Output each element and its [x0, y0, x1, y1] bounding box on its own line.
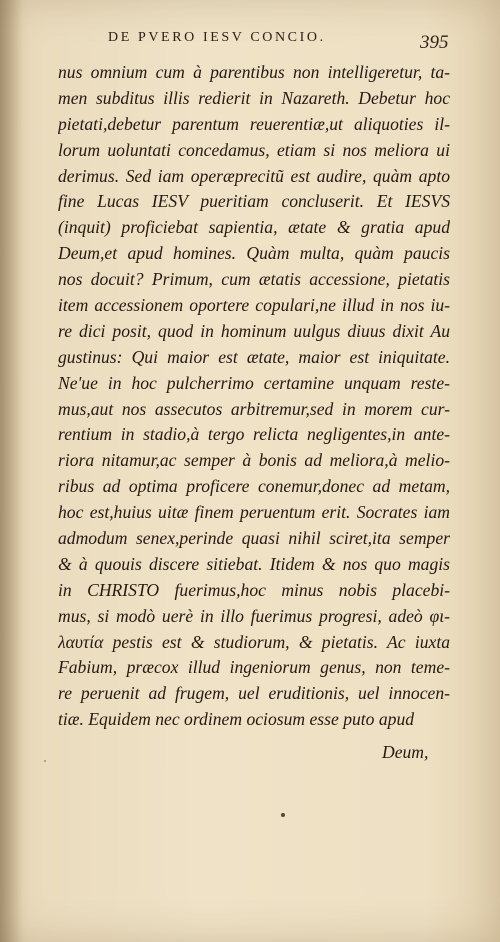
- text-line: & à quouis discere sitiebat. Itidem & nos quo magis: [58, 553, 450, 574]
- text-line: re peruenit ad frugem, uel eruditionis, uel innocen-: [58, 683, 450, 704]
- running-head: DE PVERO IESV CONCIO.: [108, 30, 326, 45]
- text-line: ribus ad optima proficere conemur,donec ad metam,: [58, 476, 450, 497]
- page-number: 395: [420, 32, 449, 53]
- text-line: gustinus: Qui maior est ætate, maior est iniquitate.: [58, 346, 450, 367]
- text-line: Fabium, præcox illud ingeniorum genus, non teme-: [58, 657, 450, 678]
- text-line: (inquit) proficiebat sapientia, ætate & gratia apud: [58, 217, 450, 238]
- text-line: λαυτία pestis est & studiorum, & pietatis. Ac iuxta: [58, 631, 450, 652]
- text-line: pietati,debetur parentum reuerentiæ,ut aliquoties il-: [58, 113, 450, 134]
- text-line: nos docuit? Primum, cum ætatis accessione, pietatis: [58, 269, 450, 290]
- text-line: riora nitamur,ac semper à bonis ad meliora,à melio-: [58, 450, 450, 471]
- text-line: Deum,et apud homines. Quàm multa, quàm paucis: [58, 243, 450, 264]
- body-text: [58, 60, 450, 733]
- text-line: Ne'ue in hoc pulcherrimo certamine unquam reste-: [58, 372, 450, 393]
- text-line: men subditus illis redierit in Nazareth. Debetur hoc: [58, 87, 450, 108]
- paper-speck: [281, 813, 285, 817]
- text-line: nus omnium cum à parentibus non intelligeretur, ta-: [58, 62, 450, 82]
- text-line: fine Lucas IESV pueritiam concluserit. Et IESVS: [58, 191, 450, 212]
- text-line: in CHRISTO fuerimus,hoc minus nobis placebi-: [58, 579, 450, 600]
- catchword: Deum,: [382, 742, 429, 762]
- text-line: lorum uoluntati concedamus, etiam si nos meliora ui: [58, 139, 450, 160]
- text-line: admodum senex,perinde quasi nihil sciret,ita semper: [58, 528, 450, 549]
- text-line: re dici posit, quod in hominum uulgus diuus dixit Au: [58, 320, 450, 341]
- paper-speck: [44, 760, 46, 762]
- text-line: tiæ. Equidem nec ordinem ociosum esse puto apud: [58, 709, 415, 730]
- text-line: rentium in stadio,à tergo relicta negligentes,in ante-: [58, 424, 450, 445]
- text-line: derimus. Sed iam operæprecitũ est audire, quàm apto: [58, 165, 450, 186]
- text-line: hoc est,huius uitæ finem peruentum erit. Socrates iam: [58, 502, 450, 523]
- text-line: mus, si modò uerè in illo fuerimus progresi, adeò φι-: [58, 605, 450, 626]
- text-line: mus,aut nos assecutos arbitremur,sed in morem cur-: [58, 398, 450, 419]
- page-gutter-shadow: [0, 0, 22, 942]
- text-line: item accessionem oportere copulari,ne illud in nos iu-: [58, 295, 450, 316]
